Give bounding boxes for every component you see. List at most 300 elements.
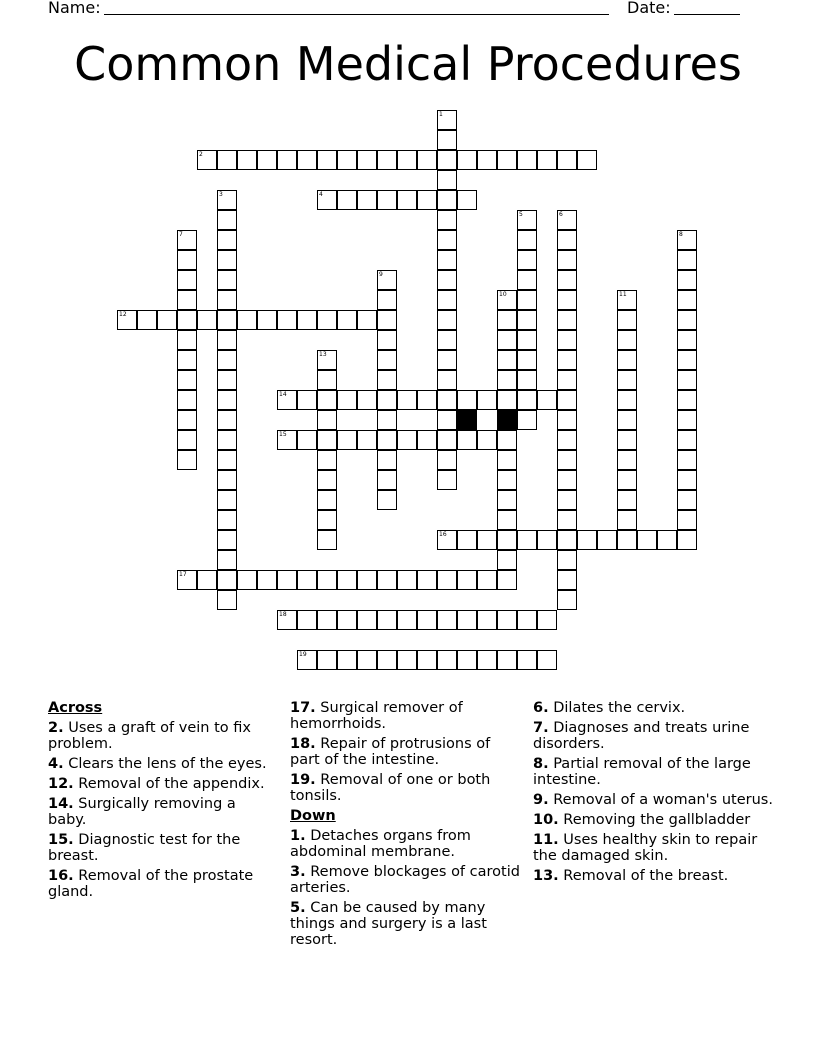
grid-cell[interactable] [437,150,457,170]
grid-cell[interactable] [217,250,237,270]
grid-cell[interactable] [437,530,457,550]
clue-number: 5 [519,211,523,218]
grid-cell[interactable] [517,310,537,330]
grid-cell[interactable] [197,150,217,170]
grid-cell[interactable] [437,290,457,310]
grid-cell[interactable] [617,510,637,530]
grid-cell[interactable] [557,230,577,250]
grid-cell[interactable] [317,450,337,470]
grid-cell[interactable] [657,530,677,550]
grid-cell[interactable] [337,650,357,670]
grid-cell[interactable] [677,470,697,490]
grid-cell[interactable] [177,310,197,330]
grid-cell[interactable] [457,530,477,550]
grid-cell[interactable] [237,150,257,170]
grid-cell[interactable] [357,390,377,410]
clue-text: Clears the lens of the eyes. [68,756,267,772]
grid-cell[interactable] [557,530,577,550]
grid-cell[interactable] [217,390,237,410]
grid-cell[interactable] [437,130,457,150]
grid-cell[interactable] [377,310,397,330]
clue-number-label: 17. [290,700,316,716]
grid-cell[interactable] [637,530,657,550]
grid-cell[interactable] [357,430,377,450]
grid-cell[interactable] [317,350,337,370]
grid-cell[interactable] [297,390,317,410]
grid-cell[interactable] [317,570,337,590]
grid-cell[interactable] [577,530,597,550]
grid-cell[interactable] [517,390,537,410]
grid-cell[interactable] [317,530,337,550]
clue-item [533,832,773,864]
name-label: Name: [48,0,101,17]
grid-cell[interactable] [437,250,457,270]
clue-number: 12 [119,311,127,318]
clue-number-label: 7. [533,720,549,736]
grid-cell[interactable] [457,150,477,170]
grid-cell[interactable] [497,310,517,330]
grid-cell[interactable] [297,610,317,630]
grid-cell[interactable] [497,390,517,410]
grid-cell[interactable] [217,230,237,250]
grid-cell[interactable] [417,610,437,630]
grid-cell[interactable] [437,170,457,190]
grid-cell[interactable] [457,190,477,210]
grid-cell[interactable] [437,450,457,470]
grid-cell[interactable] [437,390,457,410]
grid-cell[interactable] [217,530,237,550]
clue-text: Repair of protrusions of part of the intestine. [290,736,491,768]
grid-cell[interactable] [437,570,457,590]
grid-cell[interactable] [317,510,337,530]
clue-text: Dilates the cervix. [553,700,686,716]
grid-cell[interactable] [557,210,577,230]
grid-cell[interactable] [557,430,577,450]
grid-cell[interactable] [437,210,457,230]
grid-cell[interactable] [217,410,237,430]
grid-cell[interactable] [177,250,197,270]
grid-cell[interactable] [437,470,457,490]
grid-cell[interactable] [617,390,637,410]
grid-cell[interactable] [217,570,237,590]
grid-cell[interactable] [397,430,417,450]
grid-cell[interactable] [377,350,397,370]
grid-cell[interactable] [277,310,297,330]
grid-cell[interactable] [237,570,257,590]
grid-cell[interactable] [517,350,537,370]
clue-item [290,736,520,768]
grid-cell[interactable] [157,310,177,330]
grid-cell[interactable] [177,270,197,290]
grid-cell[interactable] [317,390,337,410]
grid-cell[interactable] [437,110,457,130]
clues-column-3 [533,700,773,888]
grid-cell[interactable] [437,350,457,370]
clue-number-label: 2. [48,720,64,736]
grid-cell[interactable] [357,190,377,210]
grid-cell[interactable] [417,150,437,170]
grid-cell[interactable] [217,590,237,610]
grid-cell[interactable] [477,390,497,410]
grid-cell[interactable] [557,470,577,490]
grid-cell[interactable] [117,310,137,330]
grid-cell[interactable] [377,150,397,170]
grid-cell[interactable] [557,150,577,170]
grid-cell[interactable] [617,530,637,550]
clue-text: Remove blockages of carotid arteries. [290,864,520,896]
grid-cell[interactable] [317,190,337,210]
grid-cell[interactable] [377,610,397,630]
grid-cell[interactable] [537,610,557,630]
grid-cell[interactable] [497,550,517,570]
grid-cell[interactable] [557,270,577,290]
grid-cell[interactable] [477,610,497,630]
clue-number-label: 19. [290,772,316,788]
grid-cell[interactable] [617,330,637,350]
grid-cell[interactable] [257,570,277,590]
clue-item [48,832,278,864]
grid-cell[interactable] [557,570,577,590]
grid-cell[interactable] [617,490,637,510]
grid-cell[interactable] [557,490,577,510]
grid-cell[interactable] [357,570,377,590]
grid-cell[interactable] [437,650,457,670]
grid-cell[interactable] [297,150,317,170]
grid-cell[interactable] [337,310,357,330]
grid-cell[interactable] [257,150,277,170]
grid-cell[interactable] [317,370,337,390]
clue-text: Detaches organs from abdominal membrane. [290,828,471,860]
grid-cell[interactable] [557,550,577,570]
grid-cell[interactable] [617,310,637,330]
grid-cell[interactable] [317,310,337,330]
grid-cell[interactable] [397,610,417,630]
grid-cell[interactable] [497,350,517,370]
grid-cell[interactable] [217,330,237,350]
grid-cell[interactable] [377,570,397,590]
grid-cell[interactable] [217,510,237,530]
clue-number: 4 [319,191,323,198]
grid-cell[interactable] [337,430,357,450]
grid-cell[interactable] [417,570,437,590]
grid-cell[interactable] [457,390,477,410]
grid-cell[interactable] [617,370,637,390]
grid-cell[interactable] [397,390,417,410]
clue-number: 10 [499,291,507,298]
grid-cell[interactable] [337,390,357,410]
grid-cell[interactable] [337,570,357,590]
grid-cell[interactable] [517,250,537,270]
clue-number: 8 [679,231,683,238]
grid-cell[interactable] [457,610,477,630]
grid-cell[interactable] [377,650,397,670]
grid-cell[interactable] [177,390,197,410]
grid-cell[interactable] [517,330,537,350]
grid-cell[interactable] [437,610,457,630]
clue-number-label: 12. [48,776,74,792]
grid-cell[interactable] [597,530,617,550]
grid-cell[interactable] [417,390,437,410]
clue-number: 7 [179,231,183,238]
grid-cell[interactable] [677,530,697,550]
grid-cell[interactable] [457,570,477,590]
grid-cell[interactable] [377,430,397,450]
grid-cell[interactable] [557,450,577,470]
grid-cell[interactable] [277,570,297,590]
grid-cell[interactable] [437,270,457,290]
grid-cell[interactable] [517,410,537,430]
grid-cell[interactable] [217,150,237,170]
grid-cell[interactable] [397,650,417,670]
grid-cell[interactable] [197,310,217,330]
grid-cell[interactable] [337,610,357,630]
date-label: Date: [627,0,671,17]
grid-cell[interactable] [437,310,457,330]
grid-cell[interactable] [477,150,497,170]
grid-cell[interactable] [537,530,557,550]
grid-cell[interactable] [677,330,697,350]
grid-cell[interactable] [337,150,357,170]
grid-cell[interactable] [297,310,317,330]
grid-cell[interactable] [677,310,697,330]
grid-cell[interactable] [177,430,197,450]
grid-cell[interactable] [437,410,457,430]
grid-cell[interactable] [217,270,237,290]
clue-item [290,828,520,860]
grid-cell[interactable] [217,310,237,330]
clue-text: Surgical remover of hemorrhoids. [290,700,463,732]
grid-cell[interactable] [377,270,397,290]
grid-cell[interactable] [377,390,397,410]
grid-cell[interactable] [417,430,437,450]
grid-cell[interactable] [517,610,537,630]
grid-cell[interactable] [517,370,537,390]
grid-cell[interactable] [377,450,397,470]
grid-cell[interactable] [177,450,197,470]
grid-cell[interactable] [497,470,517,490]
clue-text: Removal of the prostate gland. [48,868,254,900]
clues-column-1 [48,700,278,904]
grid-cell[interactable] [217,490,237,510]
grid-cell[interactable] [277,150,297,170]
grid-cell[interactable] [517,290,537,310]
grid-cell[interactable] [217,370,237,390]
grid-cell[interactable] [297,570,317,590]
grid-cell[interactable] [237,310,257,330]
grid-cell[interactable] [217,470,237,490]
grid-cell[interactable] [617,470,637,490]
grid-cell[interactable] [497,650,517,670]
grid-cell[interactable] [537,150,557,170]
clue-item [48,868,278,900]
grid-cell[interactable] [377,470,397,490]
grid-cell[interactable] [317,410,337,430]
grid-cell[interactable] [677,410,697,430]
grid-cell[interactable] [497,150,517,170]
grid-cell[interactable] [677,230,697,250]
grid-cell[interactable] [497,450,517,470]
grid-cell[interactable] [277,390,297,410]
grid-cell[interactable] [217,550,237,570]
grid-cell[interactable] [617,350,637,370]
grid-cell[interactable] [677,450,697,470]
grid-cell[interactable] [177,370,197,390]
grid-cell[interactable] [677,270,697,290]
grid-cell[interactable] [217,350,237,370]
grid-cell[interactable] [437,330,457,350]
grid-cell[interactable] [677,390,697,410]
grid-cell[interactable] [377,330,397,350]
grid-cell[interactable] [517,210,537,230]
grid-cell[interactable] [137,310,157,330]
grid-cell[interactable] [677,510,697,530]
grid-cell[interactable] [317,150,337,170]
grid-cell[interactable] [317,650,337,670]
grid-cell[interactable] [377,190,397,210]
clue-number: 18 [279,611,287,618]
clue-number-label: 14. [48,796,74,812]
grid-cell[interactable] [497,610,517,630]
clue-text: Removal of one or both tonsils. [290,772,491,804]
grid-cell[interactable] [477,530,497,550]
grid-cell[interactable] [297,650,317,670]
grid-cell[interactable] [377,490,397,510]
grid-cell[interactable] [557,290,577,310]
grid-cell[interactable] [397,190,417,210]
grid-cell[interactable] [557,250,577,270]
grid-cell[interactable] [497,370,517,390]
grid-cell[interactable] [217,290,237,310]
grid-cell[interactable] [497,530,517,550]
grid-cell[interactable] [177,570,197,590]
grid-cell[interactable] [617,450,637,470]
grid-cell[interactable] [417,650,437,670]
clue-item [533,720,773,752]
grid-cell[interactable] [177,350,197,370]
grid-cell[interactable] [217,450,237,470]
grid-cell[interactable] [537,390,557,410]
black-cell [457,410,477,430]
grid-cell[interactable] [317,430,337,450]
grid-cell[interactable] [497,490,517,510]
grid-cell[interactable] [317,470,337,490]
clue-text: Uses a graft of vein to fix problem. [48,720,251,752]
grid-cell[interactable] [257,310,277,330]
grid-cell[interactable] [277,610,297,630]
clue-number: 17 [179,571,187,578]
grid-cell[interactable] [577,150,597,170]
grid-cell[interactable] [477,430,497,450]
clue-item [533,756,773,788]
clue-item [290,864,520,896]
grid-cell[interactable] [357,650,377,670]
grid-cell[interactable] [457,430,477,450]
grid-cell[interactable] [177,330,197,350]
clue-number-label: 13. [533,868,559,884]
grid-cell[interactable] [377,410,397,430]
grid-cell[interactable] [497,510,517,530]
clue-item [48,796,278,828]
grid-cell[interactable] [357,150,377,170]
grid-cell[interactable] [517,230,537,250]
grid-cell[interactable] [217,430,237,450]
grid-cell[interactable] [517,530,537,550]
grid-cell[interactable] [517,150,537,170]
grid-cell[interactable] [317,610,337,630]
grid-cell[interactable] [297,430,317,450]
grid-cell[interactable] [197,570,217,590]
grid-cell[interactable] [437,370,457,390]
grid-cell[interactable] [497,430,517,450]
clue-number: 16 [439,531,447,538]
grid-cell[interactable] [677,430,697,450]
grid-cell[interactable] [497,290,517,310]
page-title: Common Medical Procedures [74,37,742,91]
grid-cell[interactable] [677,290,697,310]
grid-cell[interactable] [497,330,517,350]
grid-cell[interactable] [557,350,577,370]
grid-cell[interactable] [317,490,337,510]
grid-cell[interactable] [557,390,577,410]
grid-cell[interactable] [177,410,197,430]
grid-cell[interactable] [217,210,237,230]
grid-cell[interactable] [177,290,197,310]
clue-number-label: 6. [533,700,549,716]
clue-item [48,720,278,752]
grid-cell[interactable] [677,350,697,370]
grid-cell[interactable] [497,570,517,590]
grid-cell[interactable] [437,230,457,250]
grid-cell[interactable] [677,490,697,510]
grid-cell[interactable] [557,510,577,530]
grid-cell[interactable] [557,410,577,430]
grid-cell[interactable] [437,190,457,210]
grid-cell[interactable] [397,150,417,170]
grid-cell[interactable] [337,190,357,210]
grid-cell[interactable] [617,410,637,430]
grid-cell[interactable] [437,430,457,450]
grid-cell[interactable] [177,230,197,250]
grid-cell[interactable] [357,310,377,330]
grid-cell[interactable] [517,650,537,670]
grid-cell[interactable] [477,570,497,590]
grid-cell[interactable] [617,290,637,310]
clue-item [533,792,773,808]
grid-cell[interactable] [557,590,577,610]
clue-item [48,776,278,792]
grid-cell[interactable] [537,650,557,670]
grid-cell[interactable] [557,370,577,390]
grid-cell[interactable] [477,650,497,670]
clue-number: 14 [279,391,287,398]
grid-cell[interactable] [217,190,237,210]
grid-cell[interactable] [517,270,537,290]
grid-cell[interactable] [557,310,577,330]
grid-cell[interactable] [557,330,577,350]
grid-cell[interactable] [377,370,397,390]
grid-cell[interactable] [617,430,637,450]
grid-cell[interactable] [377,290,397,310]
grid-cell[interactable] [457,650,477,670]
grid-cell[interactable] [677,370,697,390]
grid-cell[interactable] [357,610,377,630]
clue-number-label: 9. [533,792,549,808]
grid-cell[interactable] [277,430,297,450]
across-heading: Across [48,700,103,716]
grid-cell[interactable] [417,190,437,210]
grid-cell[interactable] [677,250,697,270]
grid-cell[interactable] [397,570,417,590]
